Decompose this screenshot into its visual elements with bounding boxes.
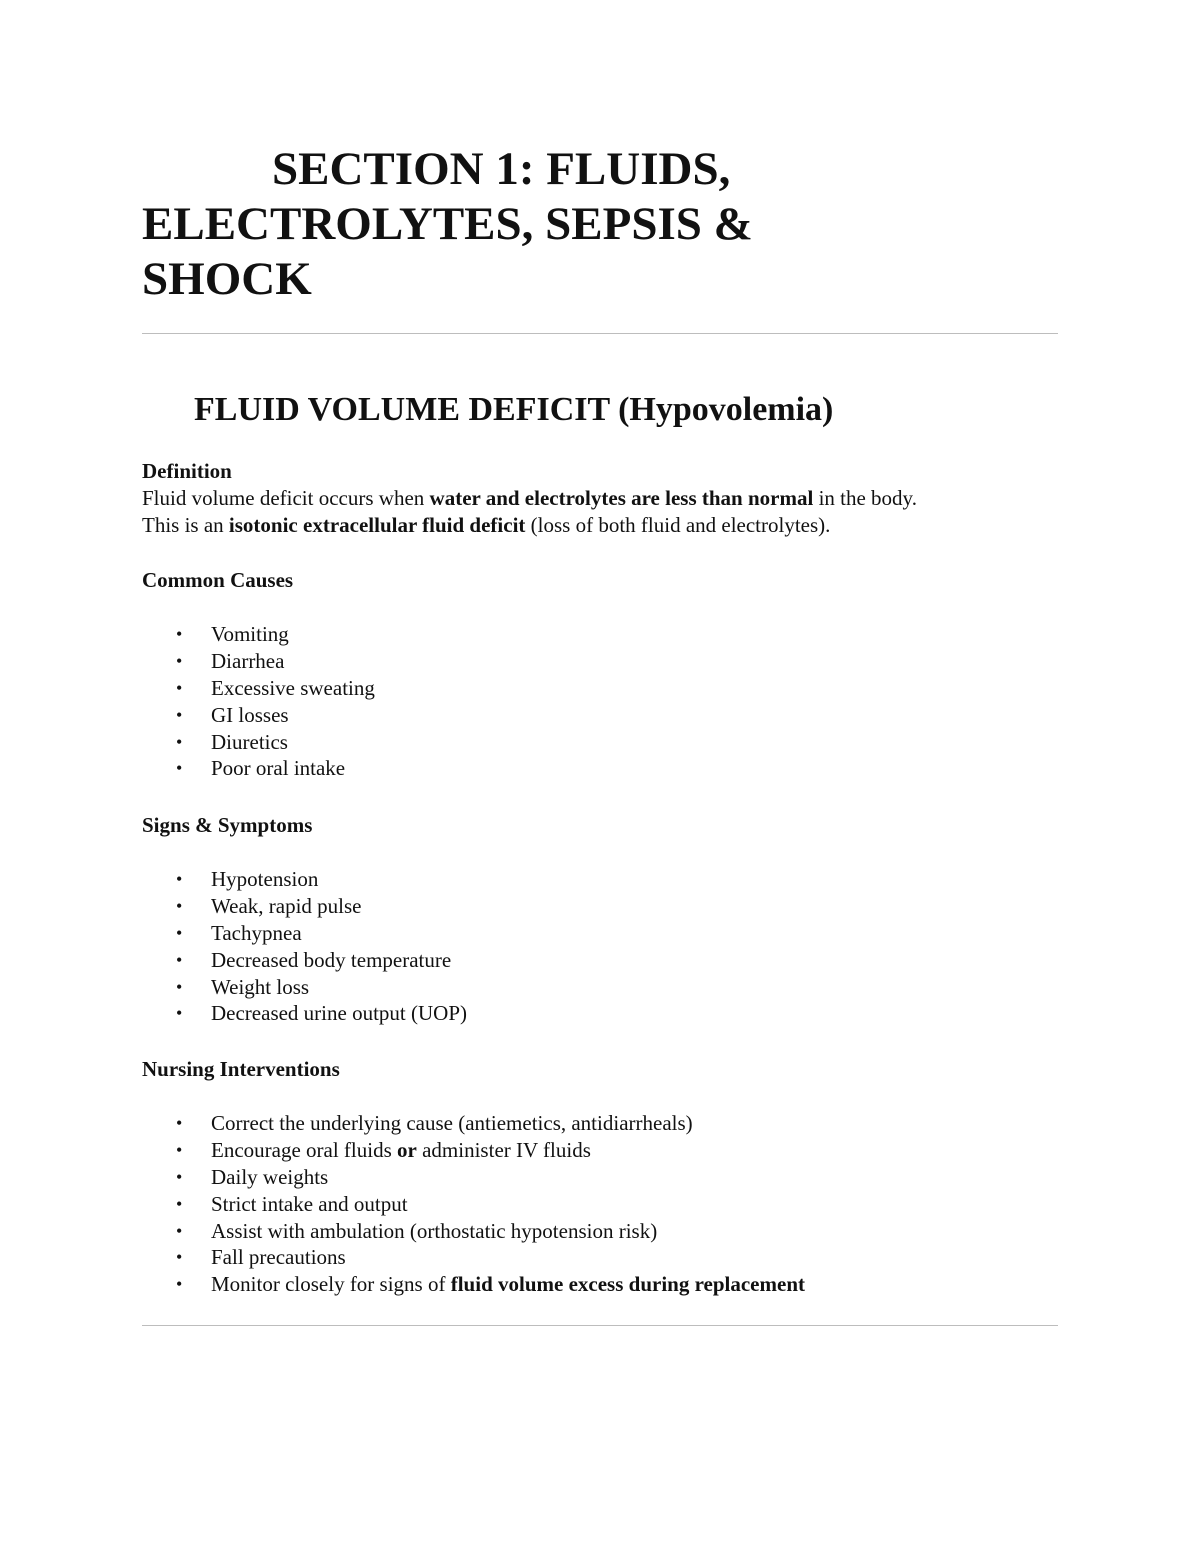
list-item-text-pre: Monitor closely for signs of <box>211 1272 451 1297</box>
bullet-icon: • <box>176 1247 183 1268</box>
list-item <box>142 729 1072 756</box>
signs-list <box>142 866 1072 1027</box>
list-item-text: Diarrhea <box>211 648 285 673</box>
bullet-icon: • <box>176 976 183 997</box>
nursing-heading-block <box>142 1056 1072 1083</box>
list-item <box>142 621 1072 648</box>
bullet-icon: • <box>176 704 183 725</box>
list-item-text: Vomiting <box>211 622 289 646</box>
list-item-text: Correct the underlying cause (antiemetics, antidiarrheals) <box>211 1111 693 1135</box>
causes-heading: Common Causes <box>142 568 294 592</box>
bullet-icon: • <box>176 869 183 889</box>
bullet-icon: • <box>176 677 183 698</box>
signs-list-block <box>142 866 1072 1027</box>
signs-heading: Signs & Symptoms <box>142 813 313 837</box>
list-item-text: Diuretics <box>211 729 288 754</box>
causes-heading-block <box>142 567 1072 594</box>
list-item <box>142 866 1072 893</box>
bullet-icon: • <box>176 1193 183 1214</box>
list-item <box>142 1110 1072 1137</box>
list-item-text: Weight loss <box>211 974 310 999</box>
list-item <box>142 1164 1072 1191</box>
list-item-text: Poor oral intake <box>211 756 346 781</box>
list-item-text: Decreased body temperature <box>211 947 452 972</box>
list-item <box>142 675 1072 702</box>
bullet-icon: • <box>176 1166 183 1187</box>
list-item-text: Fall precautions <box>211 1245 346 1270</box>
definition-line-1-pre: Fluid volume deficit occurs when <box>142 486 430 510</box>
causes-list-block <box>142 621 1072 782</box>
signs-heading-block <box>142 812 1072 839</box>
list-item-text: Weak, rapid pulse <box>211 893 362 918</box>
nursing-heading: Nursing Interventions <box>142 1057 340 1081</box>
definition-line-2-bold: isotonic extracellular fluid deficit <box>228 513 526 537</box>
list-item <box>142 1000 1072 1027</box>
list-item <box>142 920 1072 947</box>
bullet-icon: • <box>176 1113 183 1133</box>
bullet-icon: • <box>176 1139 183 1160</box>
causes-list <box>142 621 1072 782</box>
definition-line-1-bold: water and electrolytes are less than normal <box>429 486 814 510</box>
definition-block <box>142 458 1072 539</box>
list-item-text: Tachypnea <box>211 920 302 945</box>
list-item <box>142 648 1072 675</box>
list-item-text: Daily weights <box>211 1164 329 1189</box>
bullet-icon: • <box>176 922 183 943</box>
bullet-icon: • <box>176 1003 183 1024</box>
nursing-list-block <box>142 1110 1072 1298</box>
nursing-list <box>142 1110 1072 1298</box>
list-item <box>142 974 1072 1001</box>
list-item-text-bold: or <box>397 1137 417 1162</box>
list-item <box>142 1191 1072 1218</box>
definition-line-2-pre: This is an <box>142 513 229 537</box>
list-item <box>142 893 1072 920</box>
definition-line-1-post: in the body. <box>813 486 917 510</box>
list-item-text: GI losses <box>211 702 289 727</box>
list-item-text: Decreased urine output (UOP) <box>211 1001 467 1026</box>
list-item <box>142 702 1072 729</box>
list-item <box>142 947 1072 974</box>
definition-line-2-post: (loss of both fluid and electrolytes). <box>525 513 831 537</box>
bullet-icon: • <box>176 895 183 916</box>
list-item <box>142 1137 1072 1164</box>
section-heading: FLUID VOLUME DEFICIT (Hypovolemia) <box>194 391 834 428</box>
list-item <box>142 1271 1072 1298</box>
list-item-text-pre: Encourage oral fluids <box>211 1137 398 1162</box>
list-item-text-post: administer IV fluids <box>416 1137 591 1162</box>
definition-heading: Definition <box>142 459 232 483</box>
definition-line-2 <box>142 512 1072 539</box>
list-item-text: Assist with ambulation (orthostatic hypotension risk) <box>211 1218 658 1243</box>
list-item-text: Excessive sweating <box>211 675 375 700</box>
bullet-icon: • <box>176 650 183 671</box>
bullet-icon: • <box>176 731 183 752</box>
definition-line-1 <box>142 485 1072 512</box>
horizontal-divider-bottom <box>142 1325 1058 1326</box>
bullet-icon: • <box>176 1274 183 1295</box>
document-title: SECTION 1: FLUIDS, ELECTROLYTES, SEPSIS & SHOCK <box>142 143 753 305</box>
list-item <box>142 1218 1072 1245</box>
list-item <box>142 755 1072 782</box>
bullet-icon: • <box>176 624 183 644</box>
list-item-text-bold: fluid volume excess during replacement <box>450 1272 805 1297</box>
horizontal-divider-top <box>142 333 1058 334</box>
bullet-icon: • <box>176 1220 183 1241</box>
list-item <box>142 1244 1072 1271</box>
list-item-text: Strict intake and output <box>211 1191 408 1216</box>
bullet-icon: • <box>176 949 183 970</box>
bullet-icon: • <box>176 758 183 779</box>
list-item-text: Hypotension <box>211 867 319 891</box>
